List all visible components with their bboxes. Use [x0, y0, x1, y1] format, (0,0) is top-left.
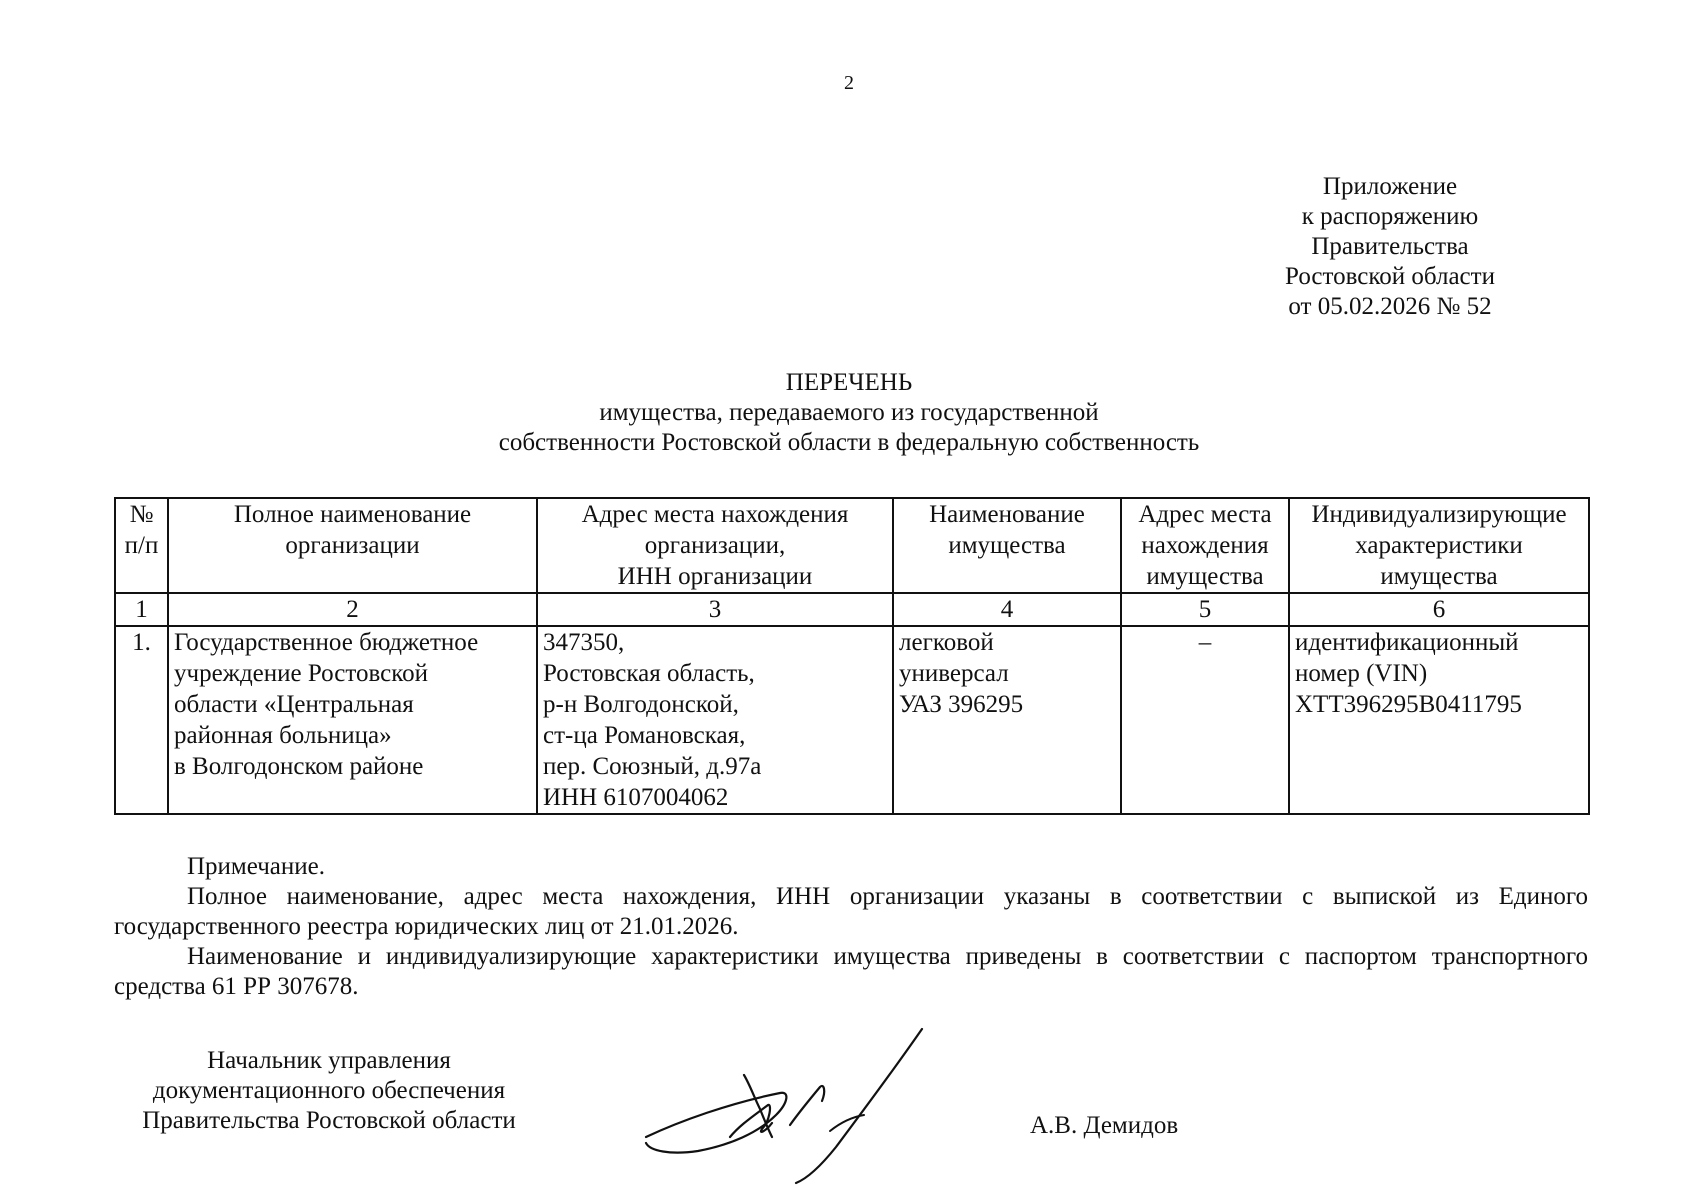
header-cell-characteristics: Индивидуализирующие характеристики имущества	[1289, 498, 1589, 593]
column-number-row	[115, 593, 1589, 626]
notes-paragraph: Полное наименование, адрес места нахождения, ИНН организации указаны в соответствии с выпиской из Единого государственного реестра юридических лиц от 21.01.2026.	[114, 883, 1588, 940]
header-cell-property-address: Адрес места нахождения имущества	[1121, 498, 1289, 593]
notes-paragraph: Наименование и индивидуализирующие характеристики имущества приведены в соответствии с паспортом транспортного средства 61 РР 307678.	[114, 943, 1588, 1000]
notes-title: Примечание.	[187, 853, 326, 880]
appendix-line: от 05.02.2026 № 52	[1288, 293, 1492, 320]
appendix-block	[1230, 172, 1550, 322]
appendix-line: Приложение	[1322, 173, 1458, 200]
handwritten-signature	[640, 1025, 930, 1185]
address-cell: 347350, Ростовская область, р-н Волгодонской, ст-ца Романовская, пер. Союзный, д.97а ИНН 6107004062	[537, 626, 893, 814]
column-number-cell: 2	[168, 593, 537, 626]
property-name-cell: легковой универсал УАЗ 396295	[893, 626, 1121, 814]
title-line: собственности Ростовской области в федеральную собственность	[498, 429, 1200, 456]
position-line: Начальник управления	[207, 1047, 451, 1074]
property-table	[114, 497, 1590, 815]
appendix-line: Ростовской области	[1285, 263, 1495, 290]
header-cell-organization: Полное наименование организации	[168, 498, 537, 593]
table-row	[115, 626, 1589, 814]
column-number-cell: 6	[1289, 593, 1589, 626]
header-cell-address: Адрес места нахождения организации, ИНН организации	[537, 498, 893, 593]
signatory-position	[114, 1046, 544, 1136]
document-title	[0, 368, 1698, 458]
column-number-cell: 4	[893, 593, 1121, 626]
property-address-cell: –	[1121, 626, 1289, 814]
position-line: Правительства Ростовской области	[142, 1107, 516, 1134]
table-header-row	[115, 498, 1589, 593]
header-cell-number: № п/п	[115, 498, 168, 593]
organization-cell: Государственное бюджетное учреждение Ростовской области «Центральная районная больница» в Волгодонском районе	[168, 626, 537, 814]
column-number-cell: 5	[1121, 593, 1289, 626]
column-number-cell: 3	[537, 593, 893, 626]
row-number-cell: 1.	[115, 626, 168, 814]
header-cell-property-name: Наименование имущества	[893, 498, 1121, 593]
appendix-line: к распоряжению	[1301, 203, 1479, 230]
page-number: 2	[844, 72, 854, 94]
position-line: документационного обеспечения	[152, 1077, 506, 1104]
signatory-name: А.В. Демидов	[1030, 1112, 1179, 1139]
characteristics-cell: идентификационный номер (VIN) ХТТ396295В0411795	[1289, 626, 1589, 814]
appendix-line: Правительства	[1311, 233, 1469, 260]
title-line: имущества, передаваемого из государственной	[599, 399, 1099, 426]
notes-section	[114, 852, 1588, 1002]
title-heading: ПЕРЕЧЕНЬ	[785, 369, 913, 396]
column-number-cell: 1	[115, 593, 168, 626]
